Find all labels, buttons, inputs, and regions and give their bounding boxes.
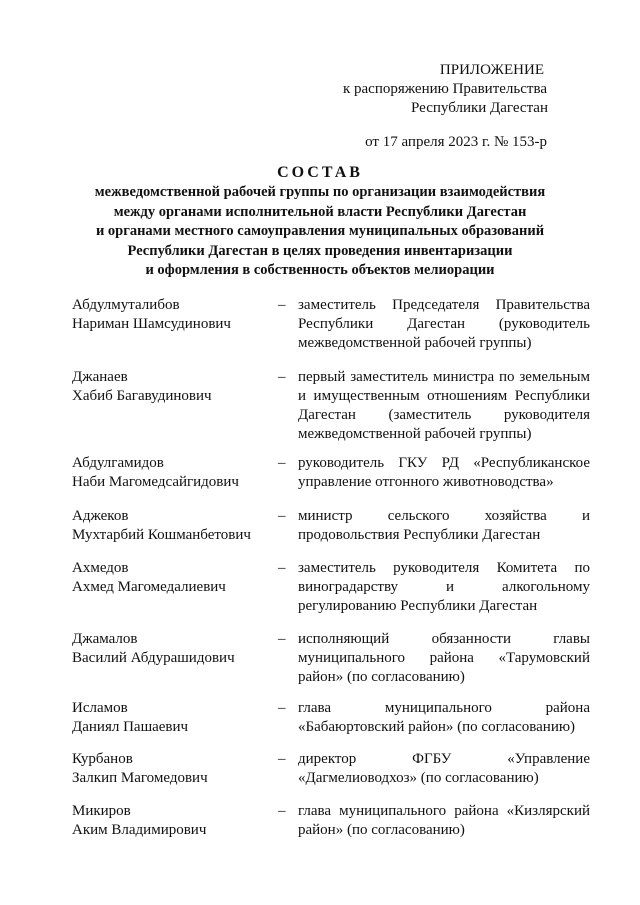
appendix-label: ПРИЛОЖЕНИЕ xyxy=(439,62,544,78)
member-role: заместитель Председателя Правительства Республики Дагестан (руководитель межведомственной рабочей группы) xyxy=(298,297,590,351)
member-surname: Курбанов xyxy=(72,751,133,767)
member-given-name: Аким Владимирович xyxy=(72,822,207,838)
member-surname: Исламов xyxy=(72,700,128,716)
member-role: министр сельского хозяйства и продовольствия Республики Дагестан xyxy=(298,508,590,543)
member-dash: – xyxy=(278,455,286,471)
member-role: глава муниципального района «Кизлярский район» (по согласованию) xyxy=(298,803,590,838)
title-line: и оформления в собственность объектов мелиорации xyxy=(145,262,495,278)
member-surname: Абдулмуталибов xyxy=(72,297,180,313)
member-dash: – xyxy=(278,560,286,576)
member-name xyxy=(72,507,272,545)
member-name xyxy=(72,296,272,334)
member-given-name: Ахмед Магомедалиевич xyxy=(72,579,226,595)
member-given-name: Нариман Шамсудинович xyxy=(72,316,231,332)
member-dash: – xyxy=(278,297,286,313)
member-given-name: Мухтарбий Кошманбетович xyxy=(72,527,251,543)
member-given-name: Залкип Магомедович xyxy=(72,770,208,786)
member-surname: Аджеков xyxy=(72,508,129,524)
title-line: и органами местного самоуправления муниципальных образований xyxy=(95,223,545,239)
appendix-header xyxy=(340,61,600,152)
member-role: исполняющий обязанности главы муниципального района «Тарумовский район» (по согласованию) xyxy=(298,631,590,685)
title-line: Республики Дагестан в целях проведения инвентаризации xyxy=(127,242,513,259)
member-dash: – xyxy=(278,631,286,647)
member-name xyxy=(72,454,272,492)
member-surname: Абдулгамидов xyxy=(72,455,164,471)
appendix-line-3: Республики Дагестан xyxy=(411,100,548,116)
appendix-date-number: от 17 апреля 2023 г. № 153-р xyxy=(365,134,547,150)
member-given-name: Василий Абдурашидович xyxy=(72,650,235,666)
document-title xyxy=(60,163,580,281)
member-name xyxy=(72,368,272,406)
member-given-name: Наби Магомедсайгидович xyxy=(72,474,239,490)
member-role: директор ФГБУ «Управление «Дагмелиоводхоз» (по согласованию) xyxy=(298,751,590,786)
member-dash: – xyxy=(278,508,286,524)
member-name xyxy=(72,699,272,737)
member-dash: – xyxy=(278,369,286,385)
member-dash: – xyxy=(278,700,286,716)
member-role: руководитель ГКУ РД «Республиканское управление отгонного животноводства» xyxy=(298,455,590,490)
member-given-name: Хабиб Багавудинович xyxy=(72,388,212,404)
member-given-name: Даниял Пашаевич xyxy=(72,719,189,735)
member-dash: – xyxy=(278,751,286,767)
title-line: между органами исполнительной власти Республики Дагестан xyxy=(113,203,527,220)
member-role: первый заместитель министра по земельным и имущественным отношениям Республики Дагестан (заместитель руководителя межведомственной рабочей группы) xyxy=(298,369,590,442)
member-surname: Ахмедов xyxy=(72,560,129,576)
member-name xyxy=(72,802,272,840)
title-main: СОСТАВ xyxy=(277,164,363,181)
member-role: глава муниципального района «Бабаюртовский район» (по согласованию) xyxy=(298,700,590,735)
member-surname: Джамалов xyxy=(72,631,138,647)
member-name xyxy=(72,630,272,668)
appendix-line-2: к распоряжению Правительства xyxy=(342,81,547,97)
member-surname: Джанаев xyxy=(72,369,128,385)
member-dash: – xyxy=(278,803,286,819)
member-name xyxy=(72,750,272,788)
member-role: заместитель руководителя Комитета по виноградарству и алкогольному регулированию Республики Дагестан xyxy=(298,560,590,614)
member-surname: Микиров xyxy=(72,803,131,819)
title-line: межведомственной рабочей группы по организации взаимодействия xyxy=(94,184,546,200)
member-name xyxy=(72,559,272,597)
